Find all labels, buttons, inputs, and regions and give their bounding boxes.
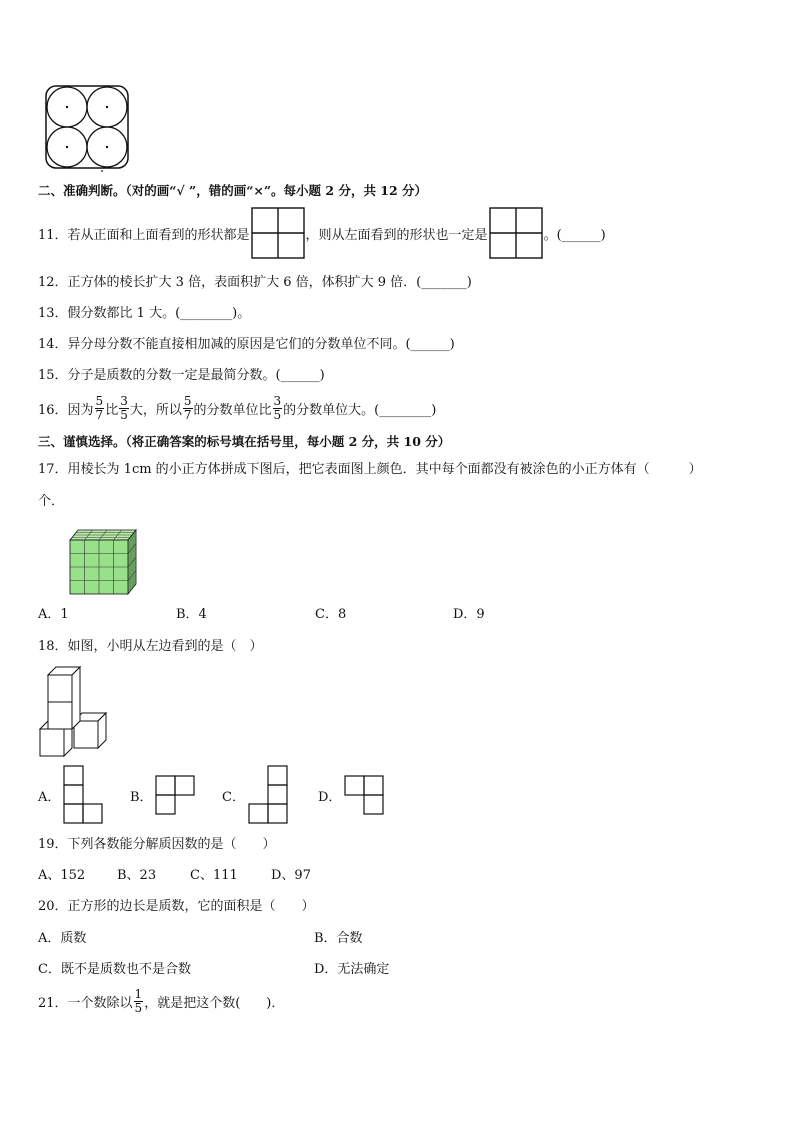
q11-text-post: 。(______) (543, 227, 606, 243)
q17-option-a: A．1 (38, 607, 69, 622)
question-14: 14．异分母分数不能直接相加减的原因是它们的分数单位不同。(______) (38, 337, 455, 352)
q17-option-c: C．8 (315, 607, 347, 622)
q18-option-a-figure (63, 765, 105, 825)
q18-option-c-figure (248, 765, 290, 825)
fraction-3-5: $\frac{3}{5}$ (120, 393, 128, 422)
question-11 (38, 207, 606, 259)
q19-option-d: D、97 (271, 868, 311, 883)
q18-option-d-figure (344, 775, 386, 817)
question-17-line-2: 个． (38, 494, 65, 509)
q20-option-a: A．质数 (38, 931, 87, 946)
q16-text-pre: 16．因为 (38, 402, 94, 418)
question-15: 15．分子是质数的分数一定是最简分数。(______) (38, 368, 325, 383)
q18-label-a: A． (38, 790, 61, 805)
stacked-cubes-figure (38, 664, 110, 760)
question-16 (38, 389, 436, 427)
q16-text-bi: 比 (105, 402, 119, 418)
q21-text-post: ，就是把这个数( )． (144, 995, 285, 1011)
green-cube-figure (66, 528, 140, 596)
q19-option-a: A、152 (38, 868, 86, 883)
question-18: 18．如图，小明从左边看到的是（ ） (38, 639, 263, 654)
four-circles-figure (44, 84, 132, 174)
q18-label-b: B． (130, 790, 153, 805)
q18-label-c: C． (222, 790, 245, 805)
q16-text-2: 的分数单位比 (193, 402, 272, 418)
question-20: 20．正方形的边长是质数，它的面积是（ ） (38, 899, 315, 914)
fraction-5-7-b: $\frac{5}{7}$ (183, 393, 192, 422)
question-13: 13．假分数都比 1 大。(________)。 (38, 306, 251, 321)
question-12: 12．正方体的棱长扩大 3 倍，表面积扩大 6 倍，体积扩大 9 倍．(_______) (38, 275, 472, 290)
question-21 (38, 984, 284, 1018)
q11-grid-figure-1 (251, 207, 305, 259)
q20-option-c: C．既不是质数也不是合数 (38, 962, 191, 977)
question-19: 19．下列各数能分解质因数的是（ ） (38, 837, 276, 852)
q21-text-pre: 21．一个数除以 (38, 995, 133, 1011)
section-2-title: 二、准确判断。（对的画“√ ”，错的画“×”。每小题 2 分，共 12 分） (38, 183, 428, 198)
fraction-1-5: $\frac{1}{5}$ (134, 986, 143, 1015)
q11-grid-figure-2 (489, 207, 543, 259)
q16-text-1: 大，所以 (129, 402, 182, 418)
q16-text-3: 的分数单位大。(________) (283, 402, 437, 418)
q11-text-mid: ，则从左面看到的形状也一定是 (305, 227, 488, 243)
q20-option-d: D．无法确定 (314, 962, 390, 977)
fraction-5-7: $\frac{5}{7}$ (95, 393, 104, 422)
q18-label-d: D． (318, 790, 342, 805)
q20-option-b: B．合数 (314, 931, 363, 946)
fraction-3-5-b: $\frac{3}{5}$ (273, 393, 282, 422)
q17-option-d: D．9 (453, 607, 485, 622)
q18-option-b-figure (155, 775, 197, 817)
q17-option-b: B．4 (176, 607, 207, 622)
q11-text-pre: 11．若从正面和上面看到的形状都是 (38, 227, 250, 243)
section-3-title: 三、谨慎选择。（将正确答案的标号填在括号里，每小题 2 分，共 10 分） (38, 434, 451, 449)
question-17-line-1: 17．用棱长为 1cm 的小正方体拼成下图后，把它表面图上颜色．其中每个面都没有被涂色的小正方体有（ ） (38, 462, 702, 477)
q19-option-b: B、23 (117, 868, 157, 883)
q19-option-c: C、111 (190, 868, 238, 883)
